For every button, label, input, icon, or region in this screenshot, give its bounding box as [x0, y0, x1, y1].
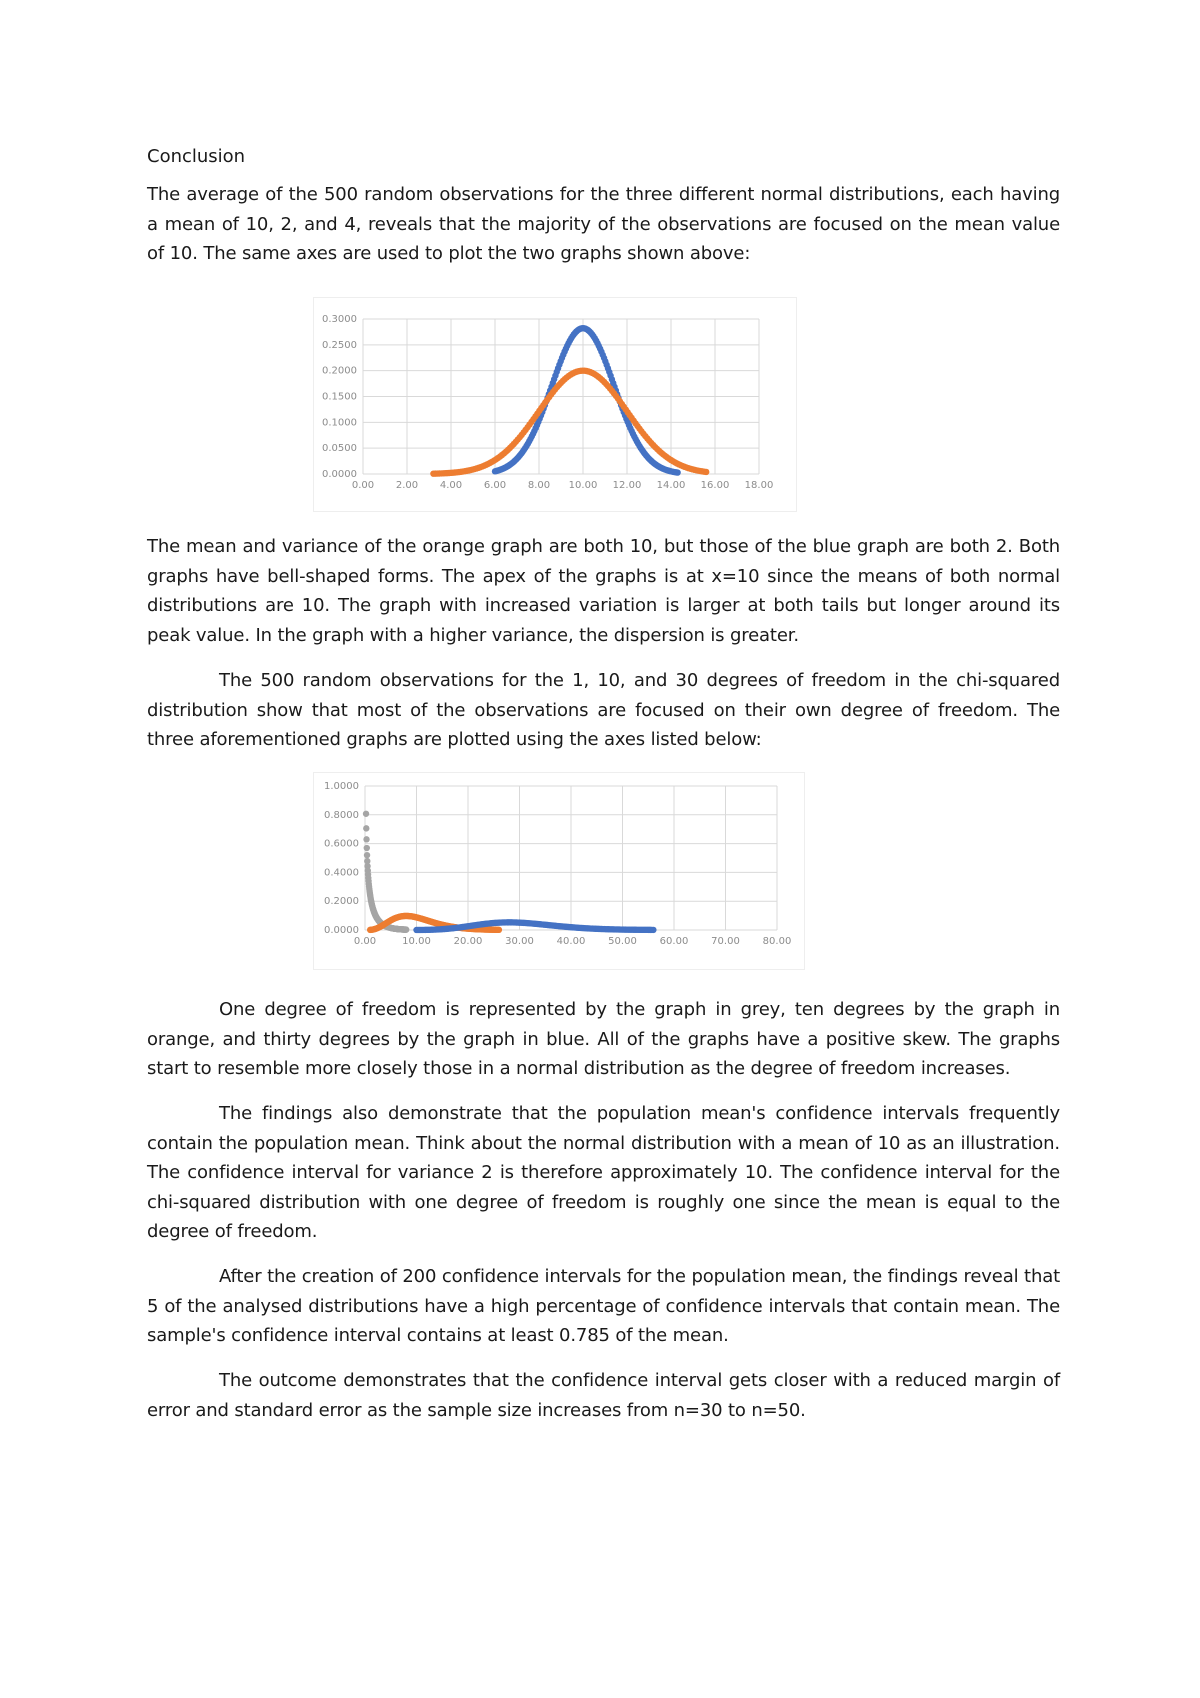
normal-chart-svg [313, 297, 797, 512]
y-tick-label: 0.0500 [322, 443, 357, 455]
y-tick-label: 0.1500 [322, 391, 357, 403]
x-tick-label: 10.00 [568, 480, 598, 491]
x-tick-label: 40.00 [556, 936, 586, 947]
data-point [674, 469, 680, 475]
y-tick-label: 0.2000 [324, 896, 359, 908]
paragraph-6: After the creation of 200 confidence intervals for the population mean, the findings reveal that 5 of the analysed distributions have a high percentage of confidence intervals that contain mean. The sample's confidence interval contains at least 0.785 of the mean. [147, 1266, 1060, 1346]
x-tick-label: 2.00 [395, 480, 419, 491]
y-tick-label: 0.0000 [322, 469, 357, 480]
paragraph-5: The findings also demonstrate that the population mean's confidence intervals frequently contain the population mean. Think about the normal distribution with a mean of 10 as an illustration. The confidence interval for variance 2 is therefore approximately 10. The confidence interval for the chi-squared distribution with one degree of freedom is roughly one since the mean is equal to the degree of freedom. [147, 1103, 1060, 1242]
x-tick-label: 0.00 [351, 480, 375, 491]
y-tick-label: 0.2500 [322, 339, 357, 351]
y-tick-label: 0.6000 [324, 838, 359, 850]
paragraph-4: One degree of freedom is represented by the graph in grey, ten degrees by the graph in orange, and thirty degrees by the graph in blue. All of the graphs have a positive skew. The graphs start to resemble more closely those in a normal distribution as the degree of freedom increases. [147, 999, 1060, 1079]
data-point [403, 926, 409, 932]
section-heading: Conclusion [147, 146, 246, 167]
y-tick-label: 0.3000 [322, 314, 357, 325]
chi-squared-chart-svg [313, 772, 805, 970]
data-point [496, 927, 502, 933]
x-tick-label: 12.00 [612, 480, 642, 491]
x-tick-label: 70.00 [711, 936, 740, 947]
x-tick-label: 14.00 [656, 480, 686, 491]
data-point [364, 852, 370, 858]
chi-squared-chart [313, 772, 805, 970]
paragraph-2: The mean and variance of the orange graph are both 10, but those of the blue graph are both 2. Both graphs have bell-shaped forms. The apex of the graphs is at x=10 since the means of both normal distributions are 10. The graph with increased variation is larger at both tails but longer around its peak value. In the graph with a higher variance, the dispersion is greater. [147, 536, 1060, 646]
data-point [650, 927, 656, 933]
data-point [363, 836, 369, 842]
x-tick-label: 10.00 [402, 936, 431, 947]
x-tick-label: 18.00 [744, 480, 774, 491]
y-tick-label: 0.1000 [322, 417, 357, 429]
x-tick-label: 30.00 [505, 936, 534, 947]
paragraph-7: The outcome demonstrates that the confidence interval gets closer with a reduced margin of error and standard error as the sample size increases from n=30 to n=50. [147, 1370, 1060, 1421]
paragraph-3: The 500 random observations for the 1, 10, and 30 degrees of freedom in the chi-squared distribution show that most of the observations are focused on their own degree of freedom. The three aforementioned graphs are plotted using the axes listed below: [147, 670, 1060, 750]
y-tick-label: 0.4000 [324, 867, 359, 879]
data-point [363, 811, 369, 817]
x-tick-label: 6.00 [483, 480, 507, 491]
x-tick-label: 50.00 [608, 936, 637, 947]
y-tick-label: 1.0000 [324, 781, 359, 792]
y-tick-label: 0.8000 [324, 809, 359, 821]
x-tick-label: 16.00 [700, 480, 730, 491]
x-tick-label: 8.00 [527, 480, 551, 491]
data-point [364, 845, 370, 851]
x-tick-label: 20.00 [453, 936, 483, 947]
paragraph-1: The average of the 500 random observations for the three different normal distributions, each having a mean of 10, 2, and 4, reveals that the majority of the observations are focused on the mean value of 10. The same axes are used to plot the two graphs shown above: [147, 184, 1060, 264]
y-tick-label: 0.0000 [324, 925, 359, 936]
x-tick-label: 60.00 [659, 936, 689, 947]
x-tick-label: 0.00 [353, 936, 377, 947]
normal-distribution-chart [313, 297, 797, 512]
data-point [363, 825, 369, 831]
data-point [703, 469, 709, 475]
x-tick-label: 4.00 [439, 480, 463, 491]
x-tick-label: 80.00 [762, 936, 792, 947]
y-tick-label: 0.2000 [322, 365, 357, 377]
